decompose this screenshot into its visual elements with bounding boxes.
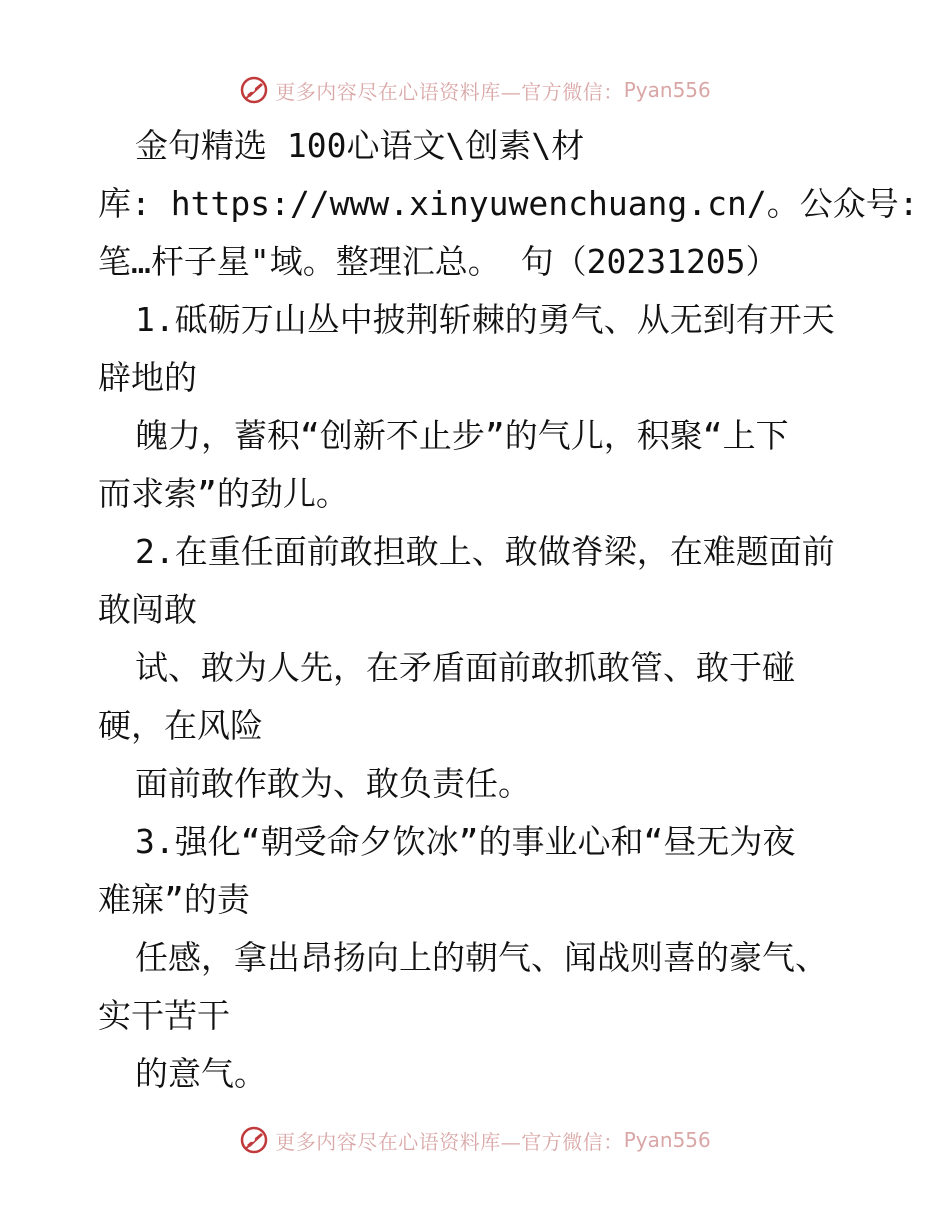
library-logo-icon: [239, 1125, 269, 1155]
text-line: 敢闯敢: [98, 590, 197, 629]
text-line: 3.强化“朝受命夕饮冰”的事业心和“昼无为夜: [135, 822, 796, 861]
text-line: 辟地的: [98, 358, 197, 397]
text-line: 实干苦干: [98, 996, 230, 1035]
text-line: 任感，拿出昂扬向上的朝气、闻战则喜的豪气、: [135, 938, 828, 977]
text-line: 的意气。: [135, 1054, 267, 1093]
document-body: [98, 117, 919, 1103]
text-line: 1.砥砺万山丛中披荆斩棘的勇气、从无到有开天: [135, 300, 835, 339]
text-line: 试、敢为人先，在矛盾面前敢抓敢管、敢于碰: [135, 648, 795, 687]
text-line: 面前敢作敢为、敢负责任。: [135, 764, 531, 803]
text-line: 魄力，蓄积“创新不止步”的气儿，积聚“上下: [135, 416, 789, 455]
library-logo-icon: [239, 75, 269, 105]
text-line: 而求索”的劲儿。: [98, 474, 349, 513]
text-line: 库: https://www.xinyuwenchuang.cn/。公众号:: [98, 184, 919, 223]
text-line: 2.在重任面前敢担敢上、敢做脊梁，在难题面前: [135, 532, 835, 571]
text-line: 金句精选 100心语文\创素\材: [135, 126, 585, 165]
banner-wechat-id: Pyan556: [623, 1128, 711, 1152]
banner-wechat-id: Pyan556: [623, 78, 711, 102]
banner-text: 更多内容尽在心语资料库—官方微信：: [275, 1129, 624, 1154]
banner-text: 更多内容尽在心语资料库—官方微信：: [275, 79, 624, 104]
header-banner: [0, 70, 950, 110]
text-line: 笔…杆子星"域。整理汇总。 句（20231205）: [98, 242, 779, 281]
footer-banner: [0, 1120, 950, 1160]
text-line: 硬，在风险: [98, 706, 263, 745]
text-line: 难寐”的责: [98, 880, 250, 919]
